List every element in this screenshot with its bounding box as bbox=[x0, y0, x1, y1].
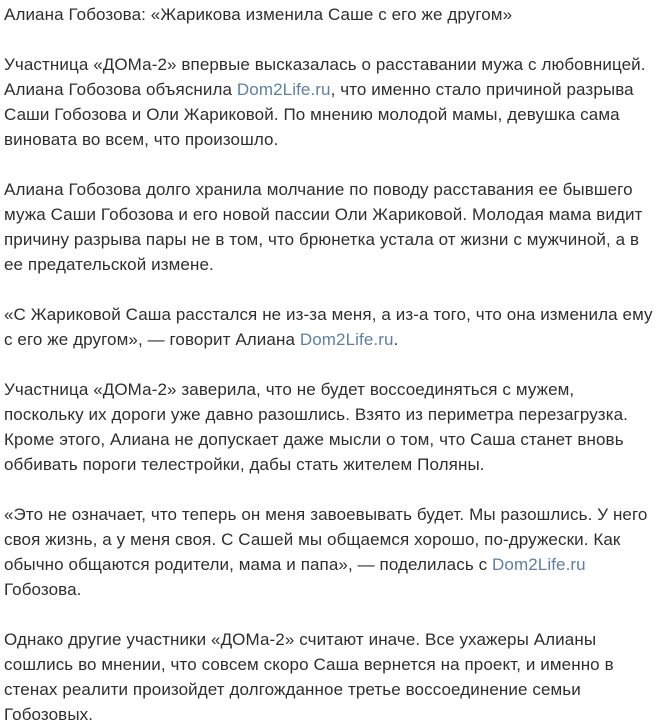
article-paragraph bbox=[4, 177, 658, 277]
paragraph-text: Участница «ДОМа-2» заверила, что не будет воссоединяться с мужем, поскольку их дороги уже давно разошлись. Взято из периметра перезагрузка. Кроме этого, Алиана не допускает даже мысли о том, что Саша станет вновь оббивать пороги телестройки, дабы стать жителем Поляны. bbox=[4, 380, 628, 474]
dom2life-link[interactable]: Dom2Life.ru bbox=[492, 555, 586, 574]
article-paragraph bbox=[4, 302, 658, 352]
paragraph-text: «С Жариковой Саша расстался не из-за меня, а из-а того, что она изменила ему с его же другом», — говорит Алиана bbox=[4, 305, 653, 349]
dom2life-link[interactable]: Dom2Life.ru bbox=[236, 80, 331, 99]
paragraph-text: «Это не означает, что теперь он меня завоевывать будет. Мы разошлись. У него своя жизнь, а у меня своя. С Сашей мы общаемся хорошо, по-дружески. Как обычно общаются родители, мама и папа», — поделилась с bbox=[4, 505, 648, 574]
article-paragraph bbox=[4, 627, 658, 727]
article-paragraph bbox=[4, 52, 658, 152]
dom2life-link[interactable]: Dom2Life.ru bbox=[299, 330, 394, 349]
paragraph-text: Алиана Гобозова долго хранила молчание по поводу расставания ее бывшего мужа Саши Гобозова и его новой пассии Оли Жариковой. Молодая мама видит причину разрыва пары не в том, что брюнетка устала от жизни с мужчиной, а в ее предательской измене. bbox=[4, 180, 643, 274]
article-title: Алиана Гобозова: «Жарикова изменила Саше с его же другом» bbox=[4, 5, 513, 24]
paragraph-text: , что именно стало причиной разрыва Саши Гобозова и Оли Жариковой. По мнению молодой мамы, девушка сама виновата во всем, что произошло. bbox=[4, 80, 634, 149]
paragraph-text: Однако другие участники «ДОМа-2» считают иначе. Все ухажеры Алианы сошлись во мнении, что совсем скоро Саша вернется на проект, и именно в стенах реалити произойдет долгожданное третье воссоединение семьи Гобозовых. bbox=[4, 630, 614, 724]
article-paragraph bbox=[4, 502, 658, 602]
paragraph-text: . bbox=[393, 330, 399, 349]
article-body bbox=[4, 52, 658, 727]
article-paragraph bbox=[4, 377, 658, 477]
paragraph-text: Участница «ДОМа-2» впервые высказалась о расставании мужа с любовницей. Алиана Гобозова объяснила bbox=[4, 55, 646, 99]
paragraph-text: Гобозова. bbox=[4, 580, 82, 599]
